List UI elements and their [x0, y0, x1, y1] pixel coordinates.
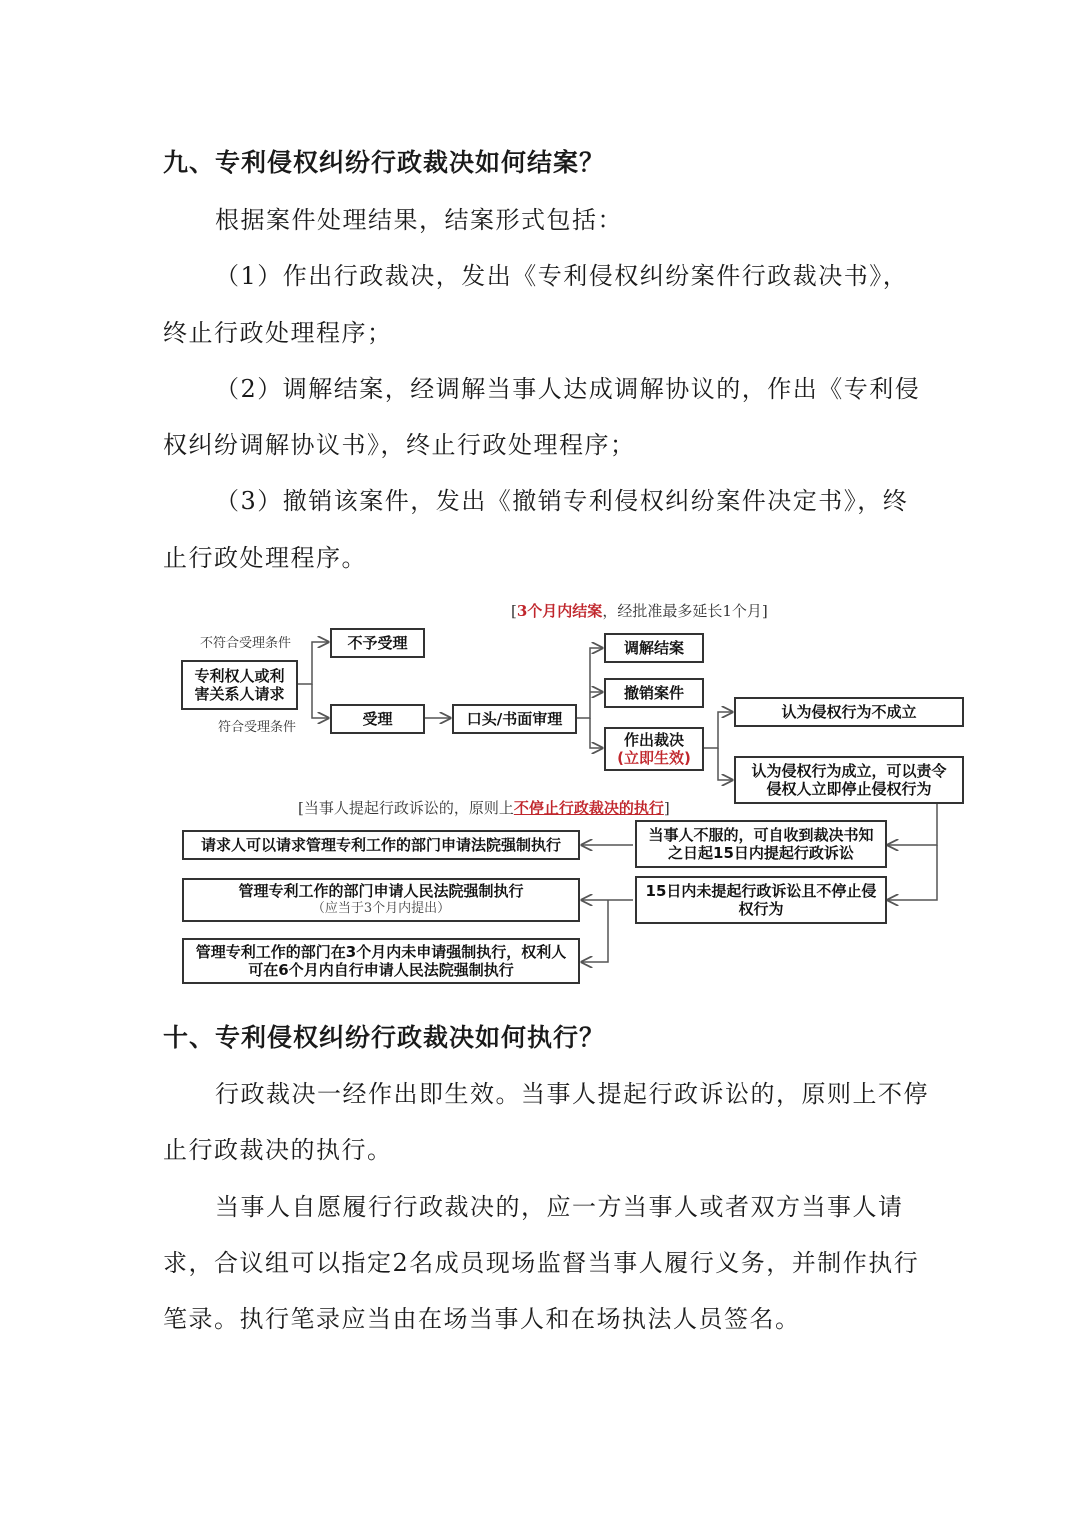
box-withdraw: [604, 678, 704, 708]
section9-item2-line1: （2）调解结案，经调解当事人达成调解协议的，作出《专利侵: [215, 375, 921, 403]
box-accept: [330, 704, 425, 734]
section10-p2-line3: 笔录。执行笔录应当由在场当事人和在场执法人员签名。: [163, 1305, 801, 1333]
section9-item3-line1: （3）撤销该案件，发出《撤销专利侵权纠纷案件决定书》，终: [215, 487, 909, 515]
box-no-suit-line1: 15日内未提起行政诉讼且不停止侵: [645, 882, 877, 900]
box-ruling-label: 作出裁决: [623, 731, 684, 749]
box-review-label: 口头/书面审理: [466, 710, 563, 728]
box-request-line1: 专利权人或利: [194, 667, 285, 685]
box-withdraw-label: 撤销案件: [623, 684, 684, 702]
section10-heading: 十、专利侵权纠纷行政裁决如何执行？: [163, 1023, 606, 1052]
box-infringe-line2: 侵权人立即停止侵权行为: [766, 780, 932, 798]
box-exec-department: [182, 878, 580, 922]
deadline-note: [3个月内结案，经批准最多延长1个月]: [511, 602, 768, 620]
box-not-infringe-label: 认为侵权行为不成立: [781, 703, 917, 721]
box-exec-self-line2: 可在6个月内自行申请人民法院强制执行: [248, 961, 514, 979]
box-exec-self-line1: 管理专利工作的部门在3个月内未申请强制执行，权利人: [195, 943, 567, 961]
section10-p2-line2: 求，合议组可以指定2名成员现场监督当事人履行义务，并制作执行: [163, 1249, 920, 1277]
box-infringe-line1: 认为侵权行为成立，可以责令: [751, 762, 947, 780]
box-request: [181, 660, 298, 710]
box-not-infringe: [734, 697, 964, 727]
box-no-suit-line2: 权行为: [738, 900, 784, 918]
box-reject: [330, 628, 425, 658]
box-dissatisfied: [635, 820, 887, 868]
litigation-note-red: 不停止行政裁决的执行: [513, 799, 664, 817]
box-infringe: [734, 756, 964, 804]
label-not-meet-conditions: 不符合受理条件: [200, 636, 292, 651]
litigation-note-suffix: ]: [663, 799, 670, 817]
label-meet-conditions: 符合受理条件: [218, 720, 297, 735]
section10-p1-line2: 止行政裁决的执行。: [163, 1136, 393, 1164]
section10-p2-line1: 当事人自愿履行行政裁决的，应一方当事人或者双方当事人请: [215, 1193, 904, 1221]
section9-heading: 九、专利侵权纠纷行政裁决如何结案？: [163, 148, 606, 177]
section9-item3-line2: 止行政处理程序。: [163, 544, 367, 572]
box-exec-department-main: 管理专利工作的部门申请人民法院强制执行: [238, 882, 524, 900]
deadline-note-red: 3个月内结案: [516, 602, 603, 620]
box-exec-request: [182, 830, 580, 860]
box-request-line2: 害关系人请求: [194, 685, 285, 703]
box-exec-department-sub: （应当于3个月内提出）: [311, 901, 451, 916]
litigation-note: [298, 797, 670, 818]
section9-intro: 根据案件处理结果，结案形式包括：: [215, 206, 623, 234]
box-exec-request-label: 请求人可以请求管理专利工作的部门申请法院强制执行: [200, 836, 561, 854]
box-ruling: [604, 727, 704, 771]
box-accept-label: 受理: [362, 710, 393, 728]
box-no-suit: [635, 876, 887, 924]
section9-item2-line2: 权纠纷调解协议书》，终止行政处理程序；: [163, 431, 636, 459]
section9-item1-line1: （1）作出行政裁决，发出《专利侵权纠纷案件行政裁决书》，: [215, 262, 909, 290]
box-reject-label: 不予受理: [347, 634, 408, 652]
box-ruling-effect: (立即生效): [617, 749, 691, 767]
litigation-note-prefix: [当事人提起行政诉讼的，原则上: [298, 799, 514, 817]
box-mediation: [604, 633, 704, 663]
deadline-note-rest: ，经批准最多延长1个月: [602, 602, 762, 620]
box-dissatisfied-line1: 当事人不服的，可自收到裁决书知: [648, 826, 874, 844]
box-exec-self: [182, 938, 580, 984]
box-dissatisfied-line2: 之日起15日内提起行政诉讼: [668, 844, 854, 862]
box-mediation-label: 调解结案: [623, 639, 684, 657]
section10-p1-line1: 行政裁决一经作出即生效。当事人提起行政诉讼的，原则上不停: [215, 1080, 929, 1108]
section9-item1-line2: 终止行政处理程序；: [163, 319, 393, 347]
box-review: [452, 704, 577, 734]
